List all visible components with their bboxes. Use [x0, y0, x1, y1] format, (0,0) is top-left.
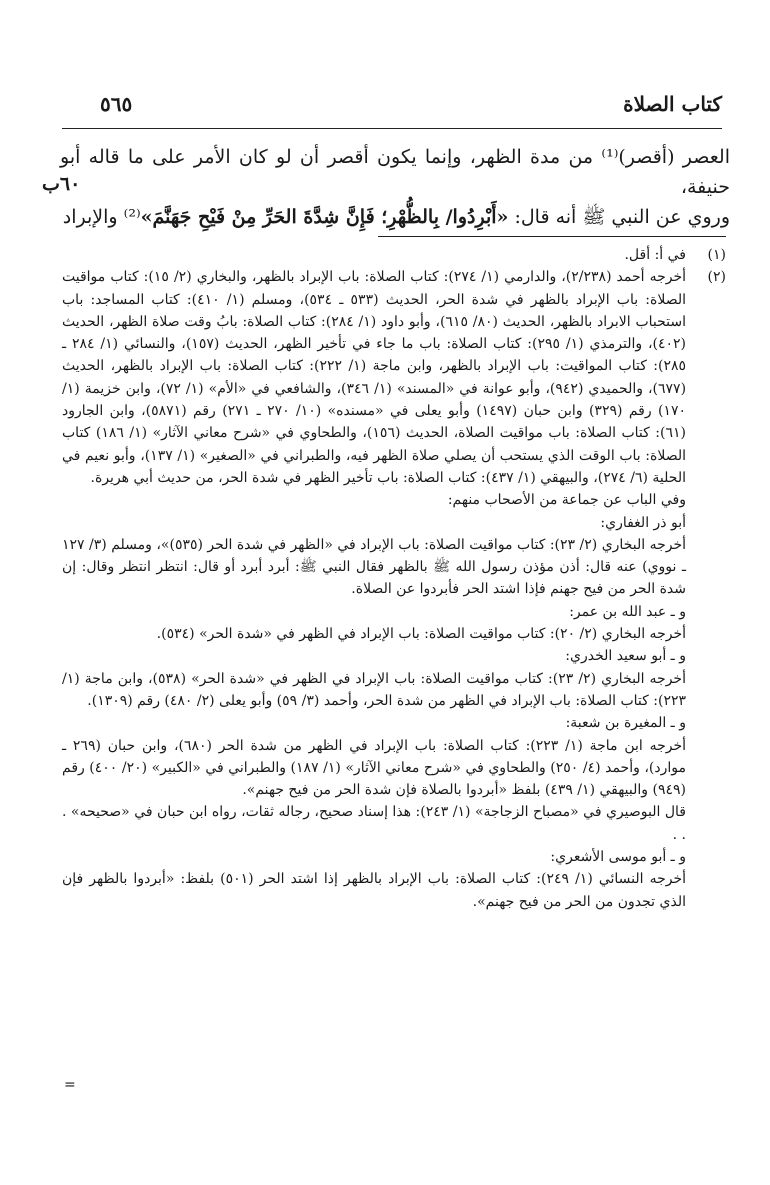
footnote-1-number: (١) [707, 247, 726, 263]
footnote-paragraph: و ـ عبد الله بن عمر: [569, 603, 686, 620]
hadith-quote: «أَبْرِدُوا/ بِالظُّهْرِ؛ فَإِنَّ شِدَّةَ الحَرِّ مِنْ فَيْحِ جَهَنَّمَ» [140, 206, 509, 228]
footnote-2-continuation [62, 489, 726, 913]
footnote-paragraph: و ـ المغيرة بن شعبة: [565, 715, 686, 732]
footnote-1 [62, 244, 726, 266]
main-line-1: العصر (أقصر)⁽¹⁾ من مدة الظهر، وإنما يكون أقصر أن لو كان الأمر على ما قاله أبو حنيفة، [60, 146, 730, 198]
footnote-paragraph: و ـ أبو موسى الأشعري: [550, 849, 686, 866]
footnote-paragraph: و ـ أبو سعيد الخدري: [565, 648, 686, 665]
footnote-2-text: أخرجه أحمد (٢/٢٣٨)، والدارمي (١/ ٢٧٤): كتاب الصلاة: باب الإبراد بالظهر، والبخاري (٢/ ١٥): كتاب مواقيت الصلاة: باب الإبراد بالظهر في شدة الحر، الحديث (٥٣٣ ـ ٥٣٤)، ومسلم (١/ ٤١٠): كتاب المساجد: باب استحباب الابراد بالظهر، الحديث (٨٠/ ٦١٥)، وأبو داود (١/ ٢٨٤): كتاب الصلاة: بابُ وقت صلاة الظهر، الحديث (٤٠٢)، والترمذي (١/ ٢٩٥): كتاب الصلاة: باب ما جاء في تأخير الظهر، الحديث (١٥٧)، والنسائي (١/ ٢٨٤ ـ ٢٨٥): كتاب المواقيت: باب الإبراد بالظهر، وابن ماجة (١/ ٢٢٢): كتاب الصلاة: باب الإبراد بالظهر، الحديث (٦٧٧)، والحميدي (٩٤٢)، وأبو عوانة في «المسند» (١/ ٣٤٦)، والشافعي في «الأم» (١/ ٧٢)، وابن خزيمة (١/ ١٧٠) رقم (٣٢٩) وابن حبان (١٤٩٧) وأبو يعلى في «مسنده» (١٠/ ٢٧٠ ـ ٢٧١) رقم (٥٨٧١)، وابن الجارود (٦١): كتاب الصلاة: باب مواقيت الصلاة، الحديث (١٥٦)، والطحاوي في «شرح معاني الآثار» (١/ ١٨٦) كتاب الصلاة: باب الوقت الذي يستحب أن يصلي صلاة الظهر فيه، والطبراني في «الصغير» (١/ ١٣٧)، وأبو نعيم في الحلية (٦/ ٢٧٤)، والبيهقي (١/ ٤٣٧): كتاب الصلاة: باب تأخير الظهر في شدة الحر، من حديث أبي هريرة. [62, 269, 687, 486]
main-line-2-start: وروي عن النبي ﷺ أنه قال: [508, 206, 730, 228]
main-text [60, 142, 730, 232]
footnote-paragraph: أخرجه البخاري (٢/ ٢٣): كتاب مواقيت الصلاة: باب الإبراد في الظهر في «شدة الحر» (٥٣٨)، وابن ماجة (١/ ٢٢٣): كتاب الصلاة: باب الإبراد في الظهر من شدة الحر، وأحمد (٣/ ٥٩) وأبو يعلى (٢/ ٤٨٠) رقم (١٣٠٩). [62, 670, 686, 709]
footnote-paragraph: قال البوصيري في «مصباح الزجاجة» (١/ ٢٤٣): هذا إسناد صحيح، رجاله ثقات، رواه ابن حبان في «صحيحه» . . . [62, 804, 687, 843]
chapter-title: كتاب الصلاة [623, 92, 722, 116]
footnote-rule [378, 236, 726, 237]
footnote-2 [62, 266, 726, 489]
page-number: ٥٦٥ [100, 92, 133, 116]
footnote-paragraph: وفي الباب عن جماعة من الأصحاب منهم: [447, 492, 686, 509]
margin-reference: ٦٠ب [42, 173, 81, 195]
main-line-2 [60, 202, 730, 232]
footnote-paragraph: أخرجه البخاري (٢/ ٢٠): كتاب مواقيت الصلاة: باب الإبراد في الظهر في «شدة الحر» (٥٣٤). [156, 626, 686, 643]
page-header [62, 88, 722, 124]
footnote-2-number: (٢) [707, 269, 726, 286]
main-line-2-end: ⁽²⁾ والإبراد [62, 206, 141, 228]
header-rule [62, 128, 722, 129]
footnote-1-text: في أ: أقل. [624, 247, 686, 263]
continuation-mark: = [64, 1077, 76, 1093]
footnote-paragraph: أخرجه ابن ماجة (١/ ٢٢٣): كتاب الصلاة: باب الإبراد في الظهر من شدة الحر (٦٨٠)، وابن حبان (٢٦٩ ـ موارد)، وأحمد (٤/ ٢٥٠) والطحاوي في «شرح معاني الآثار» (١/ ١٨٧) والطبراني في «الكبير» (٢٠/ ٤٠٠) رقم (٩٤٩) والبيهقي (١/ ٤٣٩) بلفظ «أبردوا بالصلاة فإن شدة الحر من فيح جهنم». [62, 737, 686, 799]
footnote-paragraph: أخرجه البخاري (٢/ ٢٣): كتاب مواقيت الصلاة: باب الإبراد في «الظهر في شدة الحر (٥٣٥)»، ومسلم (٣/ ١٢٧ ـ نووي) عنه قال: أذن مؤذن رسول الله ﷺ بالظهر فقال النبي ﷺ: أبرد أبرد أو قال: انتظر انتظر وقال: إن شدة الحر من فيح جهنم فإذا اشتد الحر فأبردوا عن الصلاة. [62, 536, 687, 598]
footnote-paragraph: أخرجه النسائي (١/ ٢٤٩): كتاب الصلاة: باب الإبراد بالظهر إذا اشتد الحر (٥٠١) بلفظ: «أبردوا بالظهر فإن الذي تجدون من الحر من فيح جهنم». [62, 871, 687, 910]
footnote-paragraph: أبو ذر الغفاري: [600, 514, 686, 531]
footnotes [62, 244, 726, 913]
